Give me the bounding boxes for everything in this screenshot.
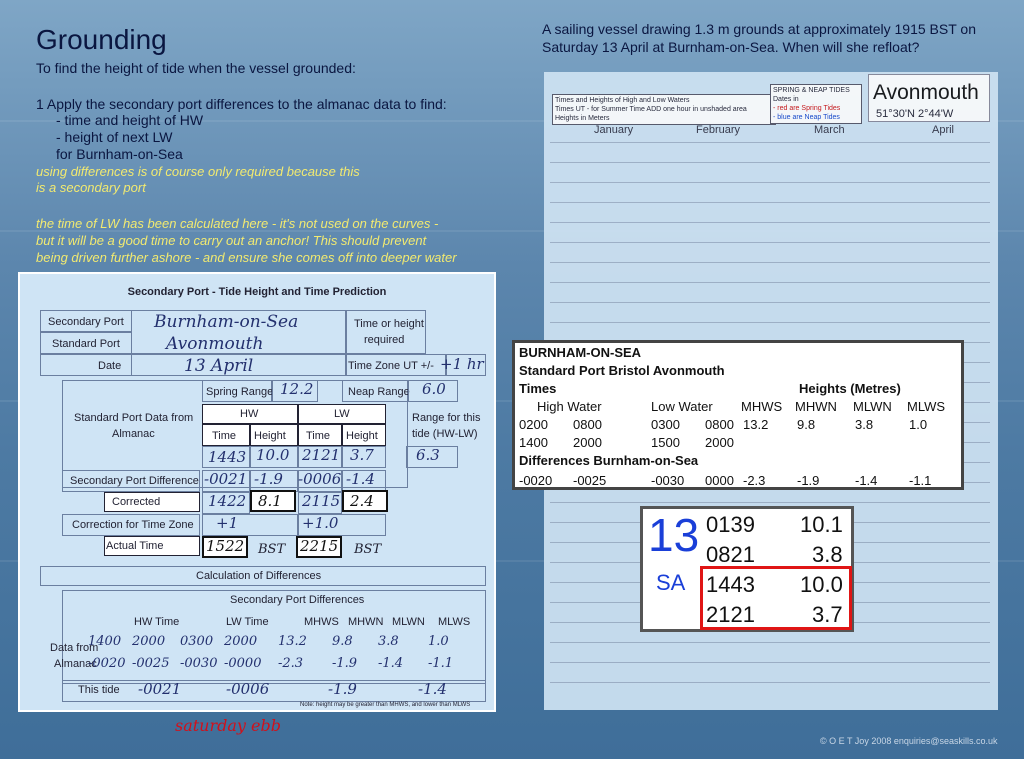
table-rule [550, 322, 990, 323]
step-1: 1 Apply the secondary port differences to the almanac data to find: [36, 96, 447, 112]
diff-hw-time: -0021 [204, 470, 248, 488]
info-cell: -0020 [519, 473, 553, 488]
table-rule [550, 642, 990, 643]
required-label: required [364, 334, 405, 346]
note-line: is a secondary port [36, 180, 146, 195]
table-header-line: Times and Heights of High and Low Waters [555, 97, 690, 104]
table-header-line: Heights in Meters [555, 115, 610, 122]
red-key: - red are Spring Tides [773, 105, 841, 112]
note-line: using differences is of course only required because this [36, 164, 360, 179]
table-rule [550, 302, 990, 303]
form-footnote: Note: height may be greater than MHWS, and lower than MLWS [300, 702, 471, 708]
bst-label: BST [258, 542, 286, 557]
subtitle: To find the height of tide when the vessel grounded: [36, 60, 356, 76]
lw-time-header: Time [306, 430, 331, 442]
port-coordinates: 51°30'N 2°44'W [876, 108, 954, 120]
spd-cell: 1.0 [428, 634, 449, 649]
month-february: February [696, 124, 741, 136]
month-march: March [814, 124, 845, 136]
data-from-label: Data from [50, 642, 99, 654]
spd-cell: -0000 [224, 656, 262, 671]
info-cell: 0000 [705, 473, 734, 488]
info-cell: 2000 [573, 435, 602, 450]
lw-height-value: 3.7 [350, 446, 374, 464]
big-height-3: 10.0 [800, 572, 843, 597]
date-label: Date [98, 360, 122, 372]
time-or-height-label: Time or height [354, 318, 424, 330]
table-header-box [552, 94, 776, 125]
secondary-port-label: Secondary Port [48, 316, 124, 328]
step-lw: - height of next LW [56, 129, 173, 145]
question-text: A sailing vessel drawing 1.3 m grounds at approximately 1915 BST on Saturday 13 April at Burnham-on-Sea. When will she refloat? [542, 21, 976, 55]
step-port: for Burnham-on-Sea [56, 146, 183, 162]
col-mhwn: MHWN [348, 616, 384, 628]
tz-value: +1 hr [440, 355, 484, 373]
info-diff-label: Differences Burnham-on-Sea [519, 453, 699, 468]
info-cell: -0030 [651, 473, 685, 488]
this-tide-label: This tide [78, 684, 120, 696]
hw-height-value: 10.0 [256, 446, 290, 464]
actual-lw: 2215 [300, 537, 339, 555]
info-cell: 9.8 [797, 417, 816, 432]
info-low-water: Low Water [651, 399, 713, 414]
highlight-red-box [700, 566, 852, 630]
info-standard-port: Standard Port Bristol Avonmouth [519, 363, 725, 378]
this-tide-hw: -0021 [138, 680, 182, 698]
spring-neap-key [770, 84, 862, 124]
blue-key: - blue are Neap Tides [773, 114, 840, 121]
table-rule [550, 682, 990, 683]
standard-port-label: Standard Port [52, 338, 120, 350]
big-time-2: 0821 [706, 542, 755, 567]
info-cell: 1400 [519, 435, 548, 450]
neap-range-value: 6.0 [422, 380, 446, 398]
note-line: but it will be a good time to carry out an anchor! This should prevent [36, 233, 427, 248]
spd-cell: 2000 [132, 634, 166, 649]
info-cell: 0800 [705, 417, 734, 432]
this-tide-lw: -0006 [226, 680, 270, 698]
col-mlws: MLWS [438, 616, 471, 628]
cell [346, 310, 426, 354]
info-cell: 1500 [651, 435, 680, 450]
spd-cell: -0030 [180, 656, 218, 671]
lw-time-col: LW Time [226, 616, 269, 628]
spd-cell: -0025 [132, 656, 170, 671]
table-rule [550, 262, 990, 263]
info-cell: 13.2 [743, 417, 769, 432]
tz-corr-label: Correction for Time Zone [72, 519, 194, 531]
spring-range-label: Spring Range [206, 386, 274, 398]
big-time-4: 2121 [706, 602, 755, 627]
info-cell: 0800 [573, 417, 602, 432]
table-rule [550, 162, 990, 163]
spd-cell: 1400 [88, 634, 122, 649]
spd-cell: 13.2 [278, 634, 307, 649]
info-cell: -0025 [573, 473, 607, 488]
table-rule [550, 202, 990, 203]
month-january: January [594, 124, 634, 136]
info-cell: 2000 [705, 435, 734, 450]
page-title: Grounding [36, 24, 167, 55]
info-cell: -2.3 [743, 473, 766, 488]
neap-range-label: Neap Range [348, 386, 410, 398]
hw-label: HW [240, 408, 259, 420]
data-from-label-2: Almanac [54, 658, 97, 670]
big-time-1: 0139 [706, 512, 755, 537]
info-cell: 1.0 [909, 417, 928, 432]
lw-label: LW [334, 408, 350, 420]
spd-cell: 2000 [224, 634, 258, 649]
info-heights-label: Heights (Metres) [799, 381, 901, 396]
spd-cell: 0300 [180, 634, 214, 649]
spring-range-value: 12.2 [280, 380, 314, 398]
port-name: Avonmouth [873, 81, 979, 104]
big-height-2: 3.8 [812, 542, 843, 567]
big-day-number: 13 [648, 509, 700, 561]
info-col-mlwn: MLWN [853, 399, 892, 414]
actual-hw: 1522 [206, 537, 245, 555]
hw-height-header: Height [254, 430, 286, 442]
info-cell: 3.8 [855, 417, 874, 432]
big-time-3: 1443 [706, 572, 755, 597]
hw-time-col: HW Time [134, 616, 180, 628]
spd-cell: -1.9 [332, 656, 358, 671]
tz-corr-hw: +1 [216, 514, 239, 532]
burnham-info-box [512, 340, 964, 490]
table-rule [550, 142, 990, 143]
big-height-4: 3.7 [812, 602, 843, 627]
hw-time-value: 1443 [208, 448, 247, 466]
info-cell: -1.1 [909, 473, 932, 488]
range-label-2: tide (HW-LW) [412, 428, 478, 440]
spring-neap-title: SPRING & NEAP TIDES [773, 87, 850, 94]
this-tide-hwn: -1.9 [328, 680, 357, 698]
tz-corr-lw: +1.0 [302, 514, 339, 532]
lw-height-header: Height [346, 430, 378, 442]
diff-lw-time: -0006 [298, 470, 342, 488]
info-times-label: Times [519, 381, 557, 396]
diff-lw-height: -1.4 [346, 470, 375, 488]
info-col-mhwn: MHWN [795, 399, 837, 414]
month-april: April [932, 124, 955, 136]
table-rule [550, 662, 990, 663]
table-rule [550, 222, 990, 223]
form-title: Secondary Port - Tide Height and Time Prediction [127, 286, 387, 298]
lw-time-value: 2121 [302, 446, 341, 464]
info-col-mhws: MHWS [741, 399, 783, 414]
actual-label: Actual Time [106, 540, 164, 552]
spd-cell: -1.1 [428, 656, 454, 671]
tz-label: Time Zone UT +/- [348, 360, 434, 372]
copyright: © O E T Joy 2008 enquiries@seaskills.co.uk [820, 736, 998, 746]
table-rule [550, 182, 990, 183]
note-line: the time of LW has been calculated here - it's not used on the curves - [36, 216, 439, 231]
diff-hw-height: -1.9 [254, 470, 283, 488]
info-high-water: High Water [537, 399, 602, 414]
corr-hw-height: 8.1 [258, 492, 282, 510]
hw-time-header: Time [212, 430, 237, 442]
spd-cell: -2.3 [278, 656, 304, 671]
spd-cell: -0020 [88, 656, 126, 671]
date-value: 13 April [184, 356, 254, 376]
dates-in: Dates in [773, 96, 799, 103]
table-rule [550, 242, 990, 243]
bst-label: BST [354, 542, 382, 557]
spd-cell: 9.8 [332, 634, 353, 649]
info-col-mlws: MLWS [907, 399, 946, 414]
diff-label: Secondary Port Difference [70, 475, 199, 487]
info-cell: -1.4 [855, 473, 878, 488]
std-data-label-2: Almanac [112, 428, 155, 440]
spd-title: Secondary Port Differences [230, 594, 365, 606]
range-label: Range for this [412, 412, 481, 424]
calc-title: Calculation of Differences [196, 570, 322, 582]
secondary-port-value: Burnham-on-Sea [154, 312, 299, 332]
big-height-1: 10.1 [800, 512, 843, 537]
info-cell: 0300 [651, 417, 680, 432]
range-value: 6.3 [416, 446, 440, 464]
col-mhws: MHWS [304, 616, 339, 628]
secondary-port-form [18, 272, 496, 712]
corr-lw-time: 2115 [302, 492, 341, 510]
standard-port-value: Avonmouth [166, 334, 264, 354]
this-tide-lwn: -1.4 [418, 680, 447, 698]
corr-hw-time: 1422 [208, 492, 247, 510]
table-rule [550, 282, 990, 283]
table-header-line: Times UT - for Summer Time ADD one hour in unshaded area [555, 106, 747, 113]
note-line: being driven further ashore - and ensure she comes off into deeper water [36, 250, 457, 265]
step-hw: - time and height of HW [56, 112, 204, 128]
col-mlwn: MLWN [392, 616, 425, 628]
big-day-of-week: SA [656, 570, 686, 595]
corr-lw-height: 2.4 [350, 492, 374, 510]
info-port: BURNHAM-ON-SEA [519, 345, 642, 360]
corrected-label: Corrected [112, 496, 161, 508]
spd-cell: -1.4 [378, 656, 404, 671]
info-cell: -1.9 [797, 473, 820, 488]
table-rule [550, 502, 990, 503]
annotation-ebb: saturday ebb [175, 716, 281, 735]
std-data-label: Standard Port Data from [74, 412, 194, 424]
spd-cell: 3.8 [378, 634, 399, 649]
info-cell: 0200 [519, 417, 548, 432]
